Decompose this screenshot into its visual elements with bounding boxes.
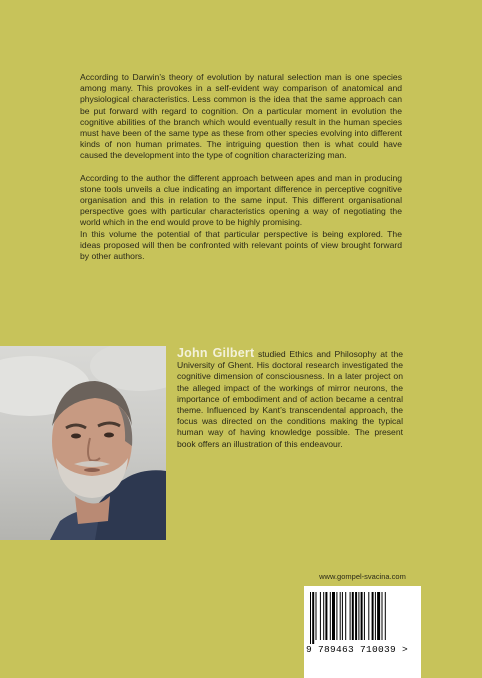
author-bio	[177, 348, 403, 450]
isbn-number: 9 789463 710039 >	[306, 644, 409, 655]
blurb-paragraph-1: According to Darwin’s theory of evolution by natural selection man is one species among many. This provokes in a self-evident way comparison of anatomical and physiological characteristics. Less common is the idea that the same approach can be put forward with regard to cognition. On a particular moment in evolution the cognitive abilities of the branch which would eventually result in the human species must have been of the same type as these from other species evolving into different kinds of non human primates. The intriguing question then is what could have caused the development into the type of cognition characterizing man.	[80, 72, 402, 161]
blurb-paragraph-3: In this volume the potential of that particular perspective is being explored. The ideas proposed will then be confronted with relevant points of view brought forward by other authors.	[80, 228, 402, 262]
author-name: John Gilbert	[177, 346, 255, 360]
barcode-area	[304, 572, 421, 678]
back-cover-blurb	[80, 72, 402, 273]
blurb-paragraph-2: According to the author the different approach between apes and man in producing stone tools unveils a clue indicating an important difference in perceptive cognitive organisation and this in relation to the same input. This different organisational perspective goes with particular characteristics opening a way of negotiating the world which in the end would prove to be highly promising.	[80, 172, 402, 228]
author-photo	[0, 346, 166, 540]
author-bio-text: studied Ethics and Philosophy at the University of Ghent. His doctoral research investigated the cognitive dimension of consciousness. In a later project on the alleged impact of the workings of mirror neurons, the importance of embodiment and of action became a central theme. Influenced by Kant’s transcendental approach, the focus was directed on the conditions making the typical human way of having knowledge possible. The present book offers an illustration of this endeavour.	[177, 349, 403, 449]
barcode-bars	[310, 592, 415, 644]
barcode	[304, 586, 421, 678]
publisher-url: www.gompel-svacina.com	[319, 572, 406, 581]
